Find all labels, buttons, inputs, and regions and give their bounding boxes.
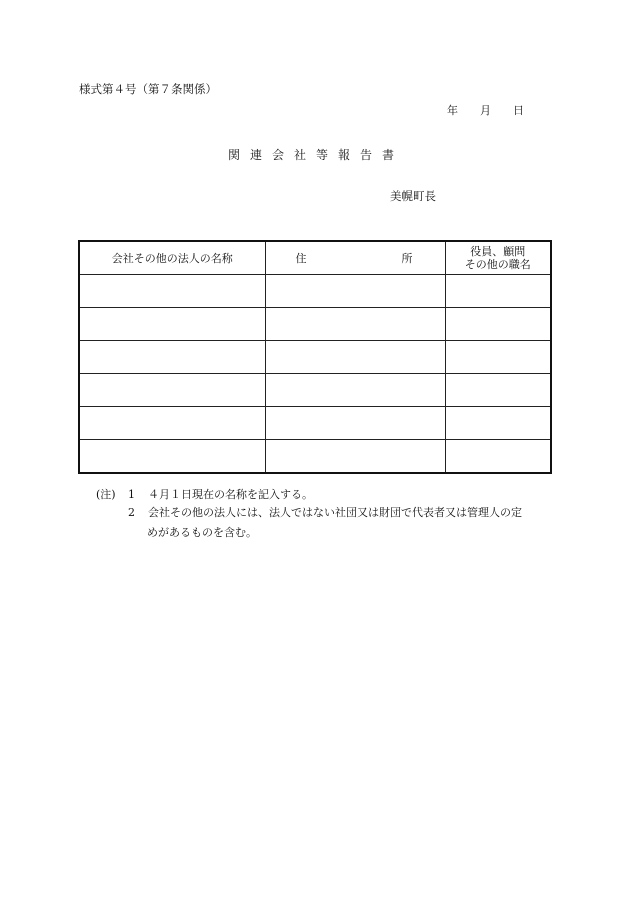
cell-company-name[interactable] [79, 407, 265, 440]
cell-address[interactable] [265, 341, 445, 374]
cell-position[interactable] [445, 308, 551, 341]
table-row [79, 275, 551, 308]
note-2 [128, 504, 522, 521]
cell-company-name[interactable] [79, 341, 265, 374]
cell-position[interactable] [445, 407, 551, 440]
cell-company-name[interactable] [79, 308, 265, 341]
notes-prefix: (注) [96, 488, 116, 501]
cell-company-name[interactable] [79, 275, 265, 308]
table-row [79, 308, 551, 341]
cell-address[interactable] [265, 275, 445, 308]
note-number: 2 [128, 506, 135, 519]
note-text: 会社その他の法人には、法人ではない社団又は財団で代表者又は管理人の定 [148, 506, 522, 519]
date-day-label: 日 [513, 104, 524, 117]
table-header-row [79, 241, 551, 275]
date-line [447, 102, 524, 118]
cell-address[interactable] [265, 308, 445, 341]
table-row [79, 407, 551, 440]
report-table [78, 240, 552, 474]
cell-position[interactable] [445, 275, 551, 308]
header-position-line1: 役員、顧問 [470, 245, 526, 258]
cell-position[interactable] [445, 341, 551, 374]
form-number: 様式第４号（第７条関係） [79, 82, 217, 96]
note-2-continuation: めがあるものを含む。 [147, 526, 257, 539]
note-number: 1 [128, 488, 135, 501]
table-row [79, 374, 551, 407]
addressee: 美幌町長 [390, 189, 436, 203]
table-row [79, 440, 551, 474]
cell-position[interactable] [445, 374, 551, 407]
header-position-line2: その他の職名 [464, 258, 531, 271]
note-text: ４月１日現在の名称を記入する。 [148, 488, 313, 501]
table-row [79, 341, 551, 374]
cell-address[interactable] [265, 374, 445, 407]
cell-address[interactable] [265, 440, 445, 474]
document-title: 関連会社等報告書 [228, 148, 405, 162]
cell-company-name[interactable] [79, 374, 265, 407]
cell-address[interactable] [265, 407, 445, 440]
cell-position[interactable] [445, 440, 551, 474]
header-address-left: 住 [295, 251, 307, 265]
header-address-right: 所 [401, 251, 413, 265]
cell-company-name[interactable] [79, 440, 265, 474]
header-address [265, 241, 445, 275]
header-position [445, 241, 551, 275]
header-company-name: 会社その他の法人の名称 [79, 241, 265, 275]
date-year-label: 年 [447, 104, 458, 117]
note-1 [96, 486, 313, 503]
date-month-label: 月 [480, 104, 491, 117]
